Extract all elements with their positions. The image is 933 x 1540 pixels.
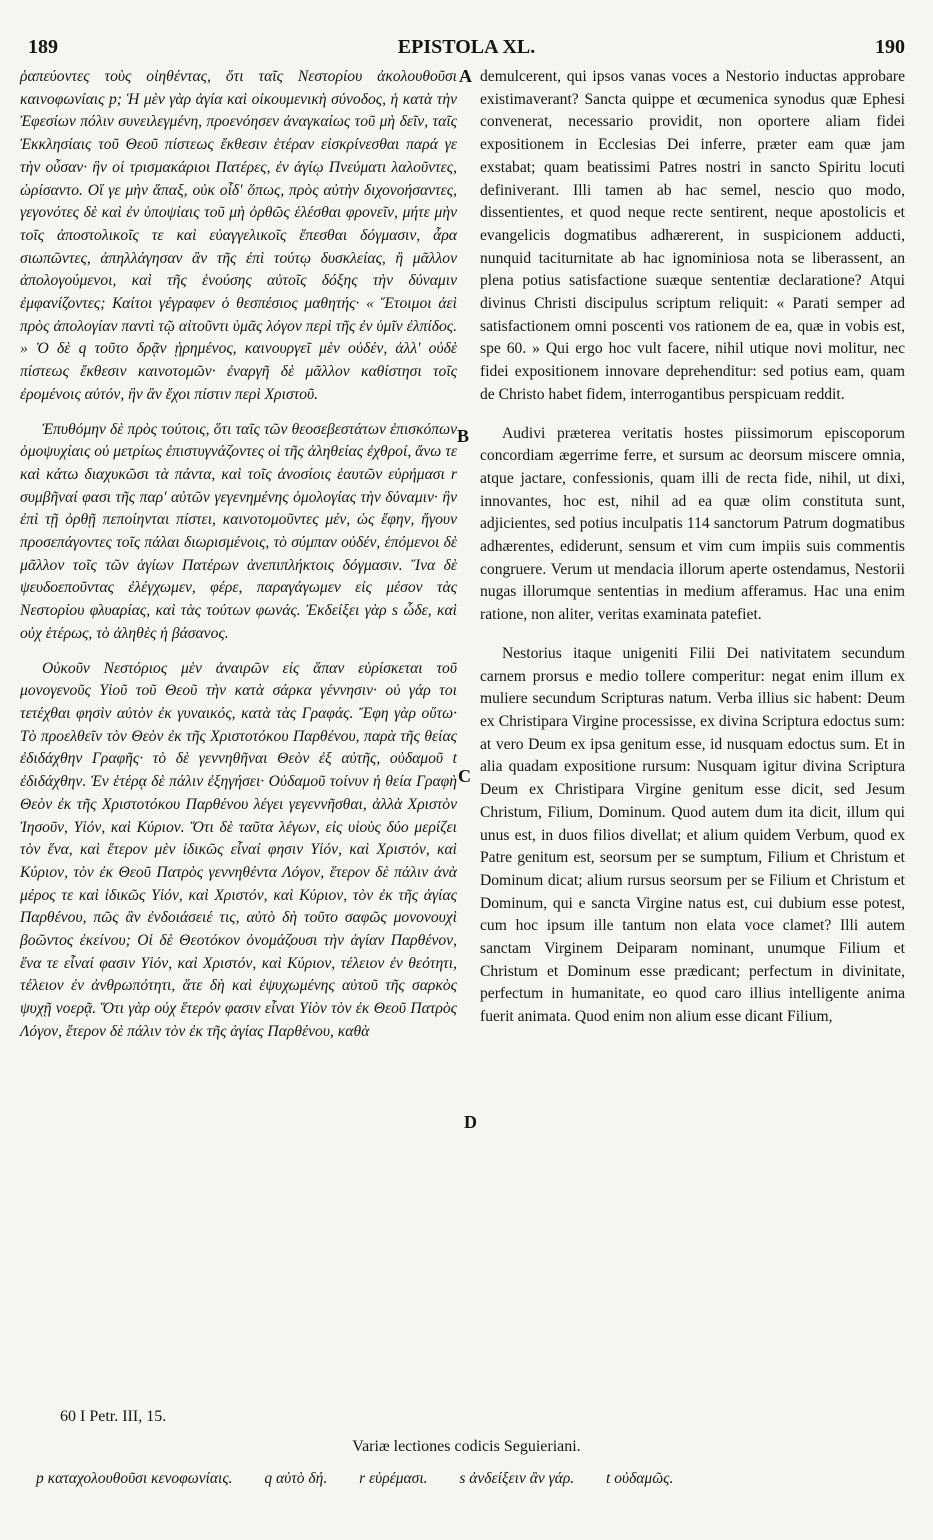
page-title: EPISTOLA XL. — [397, 36, 536, 58]
page-header — [28, 36, 905, 62]
greek-paragraph: Ἐπυθόμην δὲ πρὸς τούτοις, ὅτι ταῖς τῶν θεοσεβεστάτων ἐπισκόπων ὁμοψυχίαις οὐ μετρίως ἐπιστυγνάζοντες οἱ τῆς ἀληθείας ἐχθροί, ἄνω τε καὶ κάτω διαχυκῶσι τὰ πάντα, καὶ τοῖς ἀνοσίοις ἑαυτῶν εὑρήμασι r συμβῆναί φασι τῆς παρ' αὐτῶν γεγενημένης ὁμολογίας τὴν δύναμιν· ἣν ἐπὶ τῇ ὀρθῇ πεποίηνται πίστει, καινοτομοῦντες μέν, ὡς ἔφην, ἤγουν προσεπάγοντες τοῖς πάλαι διωρισμένοις, τὸ σύμπαν οὐδέν, ἑπόμενοι δὲ μᾶλλον τοῖς τῶν ἁγίων Πατέρων ἀνεπιπλήκτοις δόγμασιν. Ἵνα δὲ ψευδοεποῦντας ἐλέγχωμεν, φέρε, παραγάγωμεν εἰς μέσον τὰς Νεστορίου φλυαρίας, καὶ τὰς τούτων φωνάς. Ἐκδείξει γὰρ s ὧδε, καὶ οὐχ ἑτέρως, τὸ ἀληθὲς ἡ βάσανος. — [20, 420, 457, 642]
margin-marker-c: C — [458, 766, 471, 786]
greek-paragraph: ῥαπεύοντες τοὺς οἰηθέντας, ὅτι ταῖς Νεστορίου ἀκολουθοῦσι καινοφωνίαις p; Ἡ μὲν γὰρ ἁγία καὶ οἰκουμενικὴ σύνοδος, ἡ κατὰ τὴν Ἐφεσίων πόλιν συνειλεγμένη, προενόησεν ἀναγκαίως τοῦ μὴ δεῖν, ταῖς Ἐκκλησίαις τοῦ Θεοῦ πίστεως ἔκθεσιν ἑτέραν εἰσκρίνεσθαι παρά γε τὴν οὖσαν· ἣν οἱ τρισμακάριοι Πατέρες, ἐν ἁγίῳ Πνεύματι λαλοῦντες, ὡρίσαντο. Οἵ γε μὴν ἅπαξ, οὐκ οἶδ' ὅπως, πρὸς αὐτὴν διχονοήσαντες, γεγονότες δὲ καὶ ἐν ὑποψίαις τοῦ μὴ ὀρθῶς ἑλέσθαι φρονεῖν, μήτε μὴν τοῖς ἀποστολικοῖς τε καὶ εὐαγγελικοῖς ἕπεσθαι δόγμασιν, ἆρα σιωπῶντες, ἀπηλλάγησαν ἂν τῆς ἐπὶ τούτῳ δυσκλείας, ἢ μᾶλλον ἀπολογούμενοι, καὶ τῆς ἑνούσης αὐτοῖς δόξης τὴν δύναμιν ἐμφανίζοντες; Καίτοι γέγραφεν ὁ θεσπέσιος μαθητής· « Ἕτοιμοι ἀεὶ πρὸς ἀπολογίαν παντὶ τῷ αἰτοῦντι ὑμᾶς λόγον περὶ τῆς ἐν ὑμῖν ἐλπίδος. » Ὁ δὲ q τοῦτο δρᾷν ᾑρημένος, καινουργεῖ μὲν οὐδέν, ἀλλ' οὐδὲ πίστεως ἔκθεσιν καινοτομῶν· ἐναργῆ δὲ μᾶλλον καθίστησι τοῖς ἐρομένοις αὐτόν, ἣν ἂν ἔχοι πίστιν περὶ Χριστοῦ. — [20, 68, 457, 403]
greek-paragraph: Οὐκοῦν Νεστόριος μὲν ἀναιρῶν εἰς ἅπαν εὑρίσκεται τοῦ μονογενοῦς Υἱοῦ τοῦ Θεοῦ τὴν κατὰ σάρκα γέννησιν· οὐ γάρ τοι τετέχθαι φησὶν αὐτὸν ἐκ γυναικός, κατὰ τὰς Γραφάς. Ἔφη γὰρ οὕτω· Τὸ προελθεῖν τὸν Θεὸν ἐκ τῆς Χριστοτόκου Παρθένου, παρὰ τῆς θείας ἐδιδάχθην Γραφῆς· τὸ δὲ γεννηθῆναι Θεὸν ἐξ αὐτῆς, οὐδαμοῦ t ἐδιδάχθην. Ἐν ἑτέρᾳ δὲ πάλιν ἐξηγήσει· Οὐδαμοῦ τοίνυν ἡ θεία Γραφὴ Θεὸν ἐκ τῆς Χριστοτόκου Παρθένου λέγει γεγεννῆσθαι, ἀλλὰ Χριστὸν Ἰησοῦν, Υἱόν, καὶ Κύριον. Ὅτι δὲ ταῦτα λέγων, εἰς υἱοὺς δύο μερίζει τὸν ἕνα, καὶ ἕτερον μὲν ἰδικῶς εἶναί φησιν Υἱόν, καὶ Χριστόν, καὶ Κύριον, τὸν ἐκ Θεοῦ Πατρὸς γεννηθέντα Λόγον, ἕτερον δὲ πάλιν ἀνὰ μέρος τε καὶ ἰδικῶς Υἱόν, καὶ Χριστόν, καὶ Κύριον, τὸν ἐκ τῆς ἁγίας Παρθένου, πῶς ἂν ἐνδοιάσειέ τις, αὐτὸ δὴ τοῦτο σαφῶς μονονουχὶ βοῶντος ἐκείνου; Οἱ δὲ Θεοτόκον ὀνομάζουσι τὴν ἁγίαν Παρθένον, ἕνα τε εἶναί φασιν Υἱόν, καὶ Χριστόν, καὶ Κύριον, τέλειον ἐν θεότητι, τέλειον ἐν ἀνθρωπότητι, ἅτε δὴ καὶ ἐψυχωμένης αὐτοῦ τῆς σαρκὸς ψυχῇ νοερᾷ. Ὅτι γὰρ οὐχ ἕτερόν φασιν εἶναι Υἱὸν τὸν ἐκ Θεοῦ Πατρὸς Λόγον, ἕτερον δὲ πάλιν τὸν ἐκ τῆς ἁγίας Παρθένου, καθὰ — [20, 659, 457, 1040]
variant-reading: r εὑρέμασι. — [359, 1470, 428, 1487]
variant-readings — [36, 1470, 896, 1488]
page-number-left: 189 — [28, 36, 58, 58]
margin-marker-d: D — [464, 1112, 477, 1132]
greek-column — [20, 66, 457, 1044]
latin-column — [480, 66, 905, 1029]
margin-marker-b: B — [457, 426, 470, 446]
page-number-right: 190 — [875, 36, 905, 58]
variant-reading: t οὐδαμῶς. — [606, 1470, 674, 1487]
variant-reading: q αὐτὸ δή. — [264, 1470, 328, 1487]
latin-paragraph: Audivi præterea veritatis hostes piissimorum episcoporum concordiam ægerrime ferre, et sursum ac deorsum miscere omnia, atque jactare, confessionis, quam illi de recta fide, nihil, ut dixi, innovantes, hoc est, nihil ad ea quæ olim constituta sunt, adjicientes, sed potius inculpatis 114 sanctorum Patrum dogmatibus adhærentes, ediderunt, sensum et vim cum impiis suis commentis congruere. Verum ut mendacia illorum aperte ostendamus, Nestorii nugas illorumque sententias in medium afferamus. Hac una enim ratione, non aliter, veritas examinata patefiet. — [480, 424, 905, 624]
margin-marker-a: A — [459, 66, 472, 86]
latin-paragraph: demulcerent, qui ipsos vanas voces a Nestorio inductas approbare existimaverant? Sancta quippe et œcumenica synodus quæ Ephesi convenerat, necessario providit, non oportere aliam fidei expositionem in Ecclesias Dei inferre, præter eam quæ jam exstabat; quam beatissimi Patres nostri in sancto Spiritu locuti definiverant. Illi tamen ab hac semel, nescio quo modo, dissentientes, et quod neque recte sentirent, neque apostolicis et evangelicis dogmatibus adhærerent, in suspicionem adducti, nunquid taciturnitate ab hac ignominiosa nota se liberassent, an plena potius satisfactione suæque sententiæ declaratione? Atqui divinus Christi discipulus scriptum reliquit: « Parati semper ad satisfactionem omni poscenti vos rationem de ea, quæ in vobis est, spe 60. » Qui ergo hoc vult facere, nihil utique novi molitur, nec fidei expositionem innovare deprehenditur: sed potius eam, quam de Christo habet fidem, interrogantibus perspicuam reddit. — [480, 68, 905, 403]
latin-paragraph: Nestorius itaque unigeniti Filii Dei nativitatem secundum carnem prorsus e medio tollere comperitur: negat enim illum ex muliere secundum Scripturas natum. Verba illius sic habent: Deum ex Christipara Virgine processisse, ex divina Scriptura edoctus sum: at vero Deum ex ipsa genitum esse, id nusquam edoctus sum. Et in alia quadam expositione rursum: Nusquam igitur divina Scriptura Deum ex Christipara Virgine genitum esse dicit, sed Jesum Christum, Filium, Dominum. Quod autem dum ita dicit, illum qui unus est, in duos filios divellat; et alium quidem Verbum, quod ex Patre genitum est, seorsum per se sumptum, Filium et Christum et Dominum dicat; alium rursus seorsum per se Filium et Christum et Dominum, qui e sancta Virgine natus est, cui dubium esse potest, cum hoc ipsum ille tantum non elata voce clamet? Illi autem sanctam Virginem Deiparam nominant, unumque Filium et Christum et Dominum esse prædicant; perfectum in divinitate, perfectum in humanitate, eo quod caro illius intelligente anima fuerit animata. Quod enim non alium esse dicant Filium, — [480, 644, 905, 1026]
variant-reading: p καταχολουθοῦσι κενοφωνίαις. — [36, 1470, 233, 1487]
variae-lectiones-title: Variæ lectiones codicis Seguieriani. — [352, 1438, 581, 1455]
variant-reading: s ἀνδείξειν ἂν γάρ. — [459, 1470, 575, 1487]
footnote: 60 I Petr. III, 15. — [60, 1408, 167, 1425]
